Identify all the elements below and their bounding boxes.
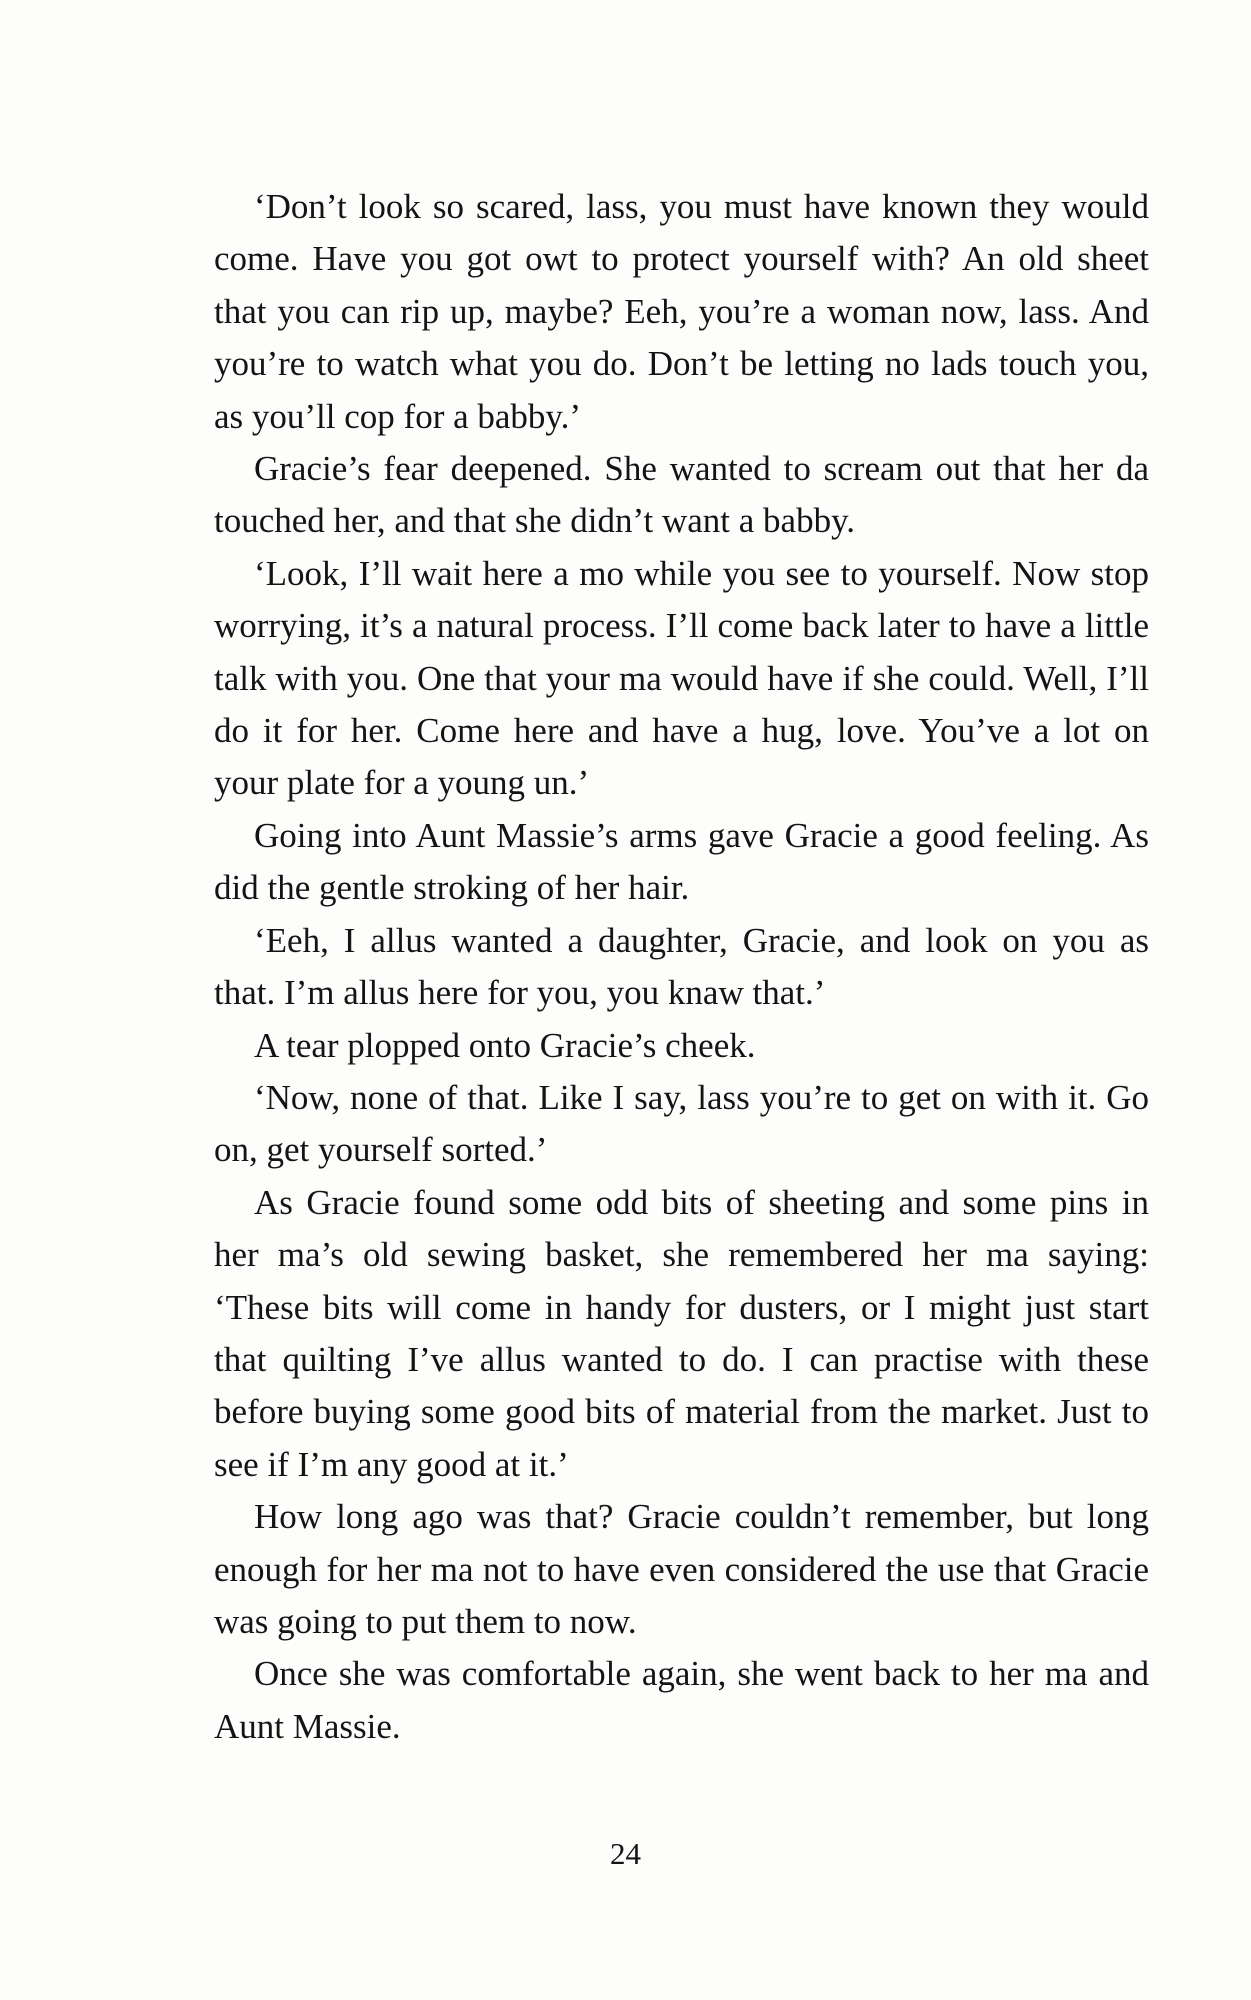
page-number: 24 <box>610 1836 641 1871</box>
paragraph: Gracie’s fear deepened. She wanted to scream out that her da touched her, and that she didn’t want a babby. <box>214 449 1149 541</box>
paragraph: Going into Aunt Massie’s arms gave Gracie a good feeling. As did the gentle stroking of her hair. <box>214 815 1149 908</box>
paragraph: Once she was comfortable again, she went back to her ma and Aunt Massie. <box>214 1654 1149 1746</box>
body-text <box>214 181 1149 1753</box>
paragraph: How long ago was that? Gracie couldn’t remember, but long enough for her ma not to have even considered the use that Gracie was going to put them to now. <box>214 1497 1149 1641</box>
paragraph: ‘Don’t look so scared, lass, you must have known they would come. Have you got owt to protect yourself with? An old sheet that you can rip up, maybe? Eeh, you’re a woman now, lass. And you’re to watch what you do. Don’t be letting no lads touch you, as you’ll cop for a babby.’ <box>214 187 1149 436</box>
paragraph: As Gracie found some odd bits of sheeting and some pins in her ma’s old sewing basket, she remembered her ma saying: ‘These bits will come in handy for dusters, or I might just start that quilting I’ve allus wanted to do. I can practise with these before buying some good bits of material from the market. Just to see if I’m any good at it.’ <box>214 1182 1149 1484</box>
paragraph: ‘Now, none of that. Like I say, lass you’re to get on with it. Go on, get yourself sorted.’ <box>214 1077 1149 1170</box>
paragraph: A tear plopped onto Gracie’s cheek. <box>254 1025 756 1065</box>
paragraph: ‘Look, I’ll wait here a mo while you see to yourself. Now stop worrying, it’s a natural process. I’ll come back later to have a little talk with you. One that your ma would have if she could. Well, I’ll do it for her. Come here and have a hug, love. You’ve a lot on your plate for a young un.’ <box>214 553 1149 803</box>
paragraph: ‘Eeh, I allus wanted a daughter, Gracie, and look on you as that. I’m allus here for you, you knaw that.’ <box>214 920 1149 1013</box>
